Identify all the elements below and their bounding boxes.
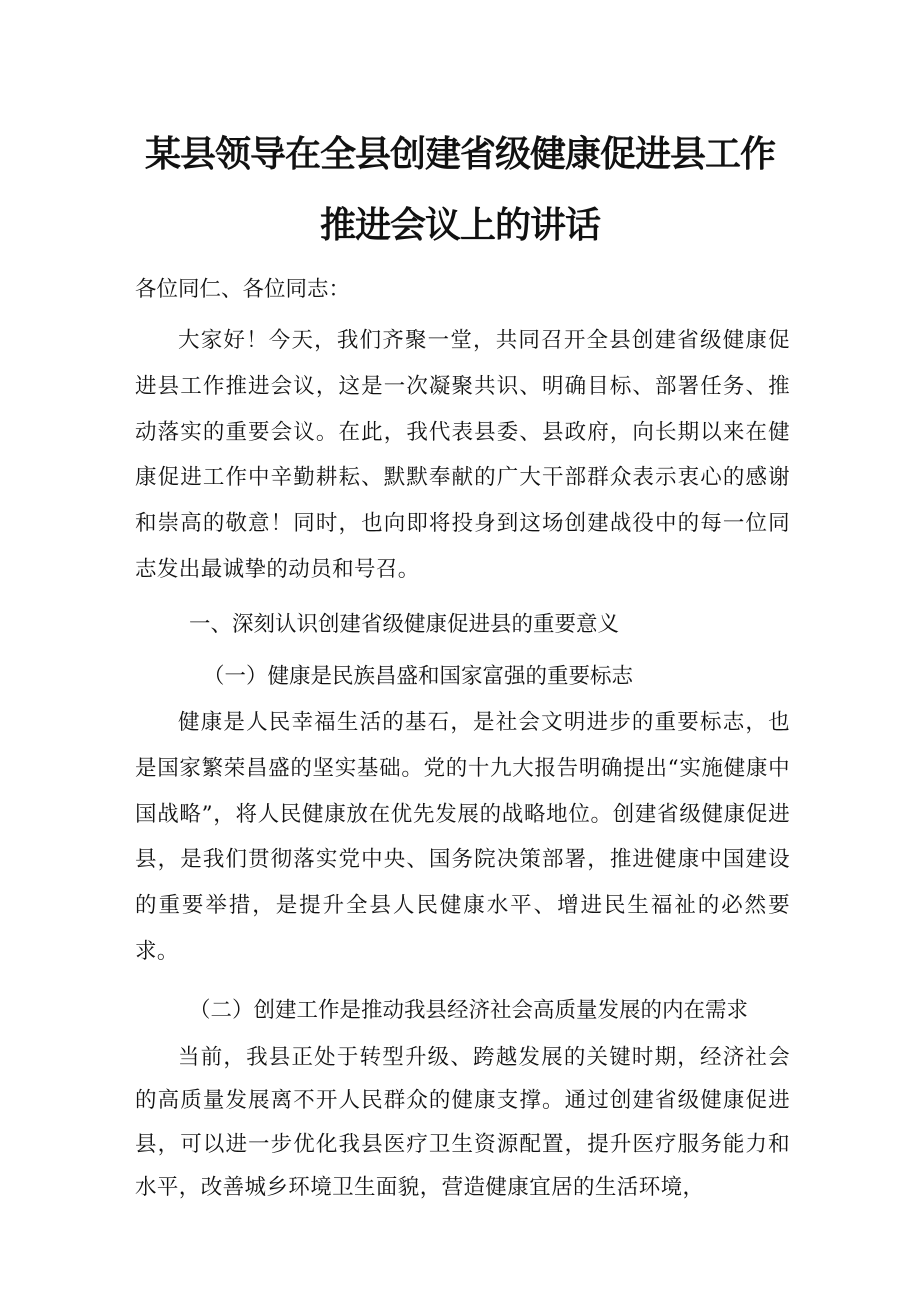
section-1-paragraph-2: 当前，我县正处于转型升级、跨越发展的关键时期，经济社会的高质量发展离不开人民群众的健康支撑。通过创建省级健康促进县，可以进一步优化我县医疗卫生资源配置，提升医疗服务能力和水平，改善城乡环境卫生面貌，营造健康宜居的生活环境， — [135, 1045, 790, 1200]
section-heading-1: 一、深刻认识创建省级健康促进县的重要意义 — [189, 612, 620, 637]
subsection-heading-1-1: （一）健康是民族昌盛和国家富强的重要标志 — [203, 664, 634, 689]
intro-paragraph: 大家好！今天，我们齐聚一堂，共同召开全县创建省级健康促进县工作推进会议，这是一次凝聚共识、明确目标、部署任务、推动落实的重要会议。在此，我代表县委、县政府，向长期以来在健康促进工作中辛勤耕耘、默默奉献的广大干部群众表示衷心的感谢和崇高的敬意！同时，也向即将投身到这场创建战役中的每一位同志发出最诚挚的动员和号召。 — [135, 328, 790, 582]
section-1-paragraph-1: 健康是人民幸福生活的基石，是社会文明进步的重要标志，也是国家繁荣昌盛的坚实基础。党的十九大报告明确提出“实施健康中国战略”，将人民健康放在优先发展的战略地位。创建省级健康促进县，是我们贯彻落实党中央、国务院决策部署，推进健康中国建设的重要举措，是提升全县人民健康水平、增进民生福祉的必然要求。 — [135, 710, 790, 964]
subsection-heading-1-2: （二）创建工作是推动我县经济社会高质量发展的内在需求 — [189, 998, 749, 1023]
document-title-line-2: 推进会议上的讲话 — [319, 205, 600, 246]
document-title-line-1: 某县领导在全县创建省级健康促进县工作 — [144, 134, 775, 175]
salutation: 各位同仁、各位同志： — [135, 277, 351, 302]
